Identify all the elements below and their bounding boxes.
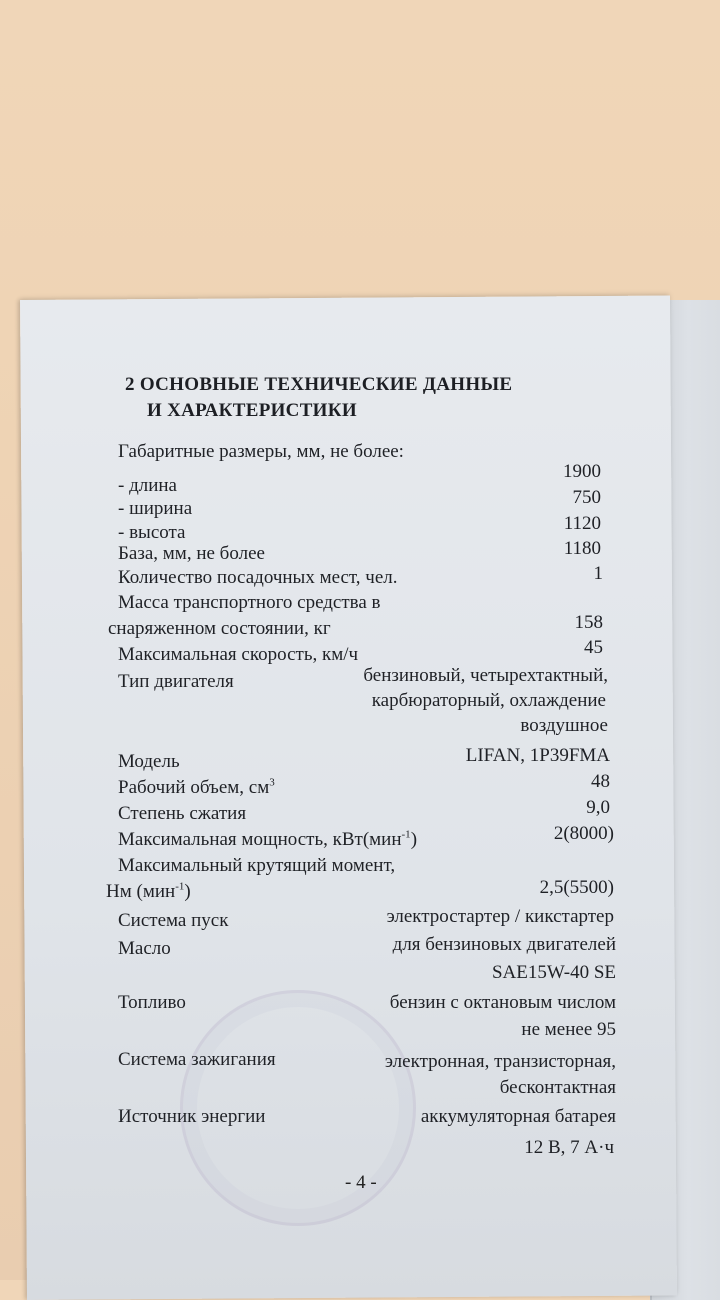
width-label: - ширина — [118, 498, 193, 519]
mass-value: 158 — [574, 612, 603, 633]
dimensions-header: Габаритные размеры, мм, не более: — [118, 441, 404, 462]
power-source-value-line2: 12 В, 7 А·ч — [524, 1137, 614, 1158]
engine-type-line1: бензиновый, четырехтактный, — [363, 665, 608, 686]
height-label: - высота — [118, 522, 186, 543]
mass-label-line2: снаряженном состоянии, кг — [108, 618, 331, 639]
torque-label-text: Нм (мин — [106, 881, 176, 902]
fuel-value-line1: бензин с октановым числом — [389, 992, 616, 1013]
volume-value: 48 — [591, 771, 610, 792]
torque-sup: -1 — [175, 880, 185, 893]
volume-label — [118, 776, 275, 800]
base-value: 1180 — [563, 538, 601, 559]
ignition-value-line2: бесконтактная — [499, 1077, 616, 1098]
power-value: 2(8000) — [553, 823, 614, 844]
compression-label: Степень сжатия — [118, 803, 247, 824]
power-source-label: Источник энергии — [118, 1106, 266, 1127]
power-label-end: ) — [410, 829, 418, 850]
torque-label-line1: Максимальный крутящий момент, — [118, 855, 396, 876]
page-number: - 4 - — [345, 1172, 377, 1193]
fuel-label: Топливо — [118, 992, 186, 1013]
start-label: Система пуск — [118, 910, 229, 931]
volume-label-text: Рабочий объем, см — [118, 777, 270, 798]
ignition-label: Система зажигания — [118, 1049, 276, 1070]
oil-value-line2: SAE15W-40 SE — [491, 962, 616, 983]
base-label: База, мм, не более — [118, 543, 265, 564]
torque-label-end: ) — [184, 881, 191, 902]
speed-value: 45 — [584, 637, 603, 658]
engine-type-label: Тип двигателя — [118, 671, 234, 692]
speed-label: Максимальная скорость, км/ч — [118, 644, 359, 665]
volume-unit-sup: 3 — [269, 776, 275, 789]
model-value: LIFAN, 1P39FMA — [465, 745, 610, 766]
width-value: 750 — [572, 487, 601, 508]
section-title — [125, 372, 512, 424]
mass-label-line1: Масса транспортного средства в — [118, 592, 381, 613]
power-label-text: Максимальная мощность, кВт(мин — [118, 829, 402, 850]
height-value: 1120 — [563, 513, 601, 534]
power-label — [118, 828, 417, 852]
oil-value-line1: для бензиновых двигателей — [392, 934, 616, 955]
torque-label-line2 — [106, 880, 191, 904]
seats-label: Количество посадочных мест, чел. — [118, 567, 398, 588]
engine-type-line3: воздушное — [520, 715, 608, 736]
seats-value: 1 — [593, 563, 603, 584]
length-label: - длина — [118, 475, 177, 496]
section-title-line1: 2 ОСНОВНЫЕ ТЕХНИЧЕСКИЕ ДАННЫЕ — [125, 374, 513, 395]
fuel-value-line2: не менее 95 — [521, 1019, 616, 1040]
length-value: 1900 — [563, 461, 601, 482]
start-value: электростартер / кикстартер — [386, 906, 614, 927]
model-label: Модель — [118, 751, 180, 772]
torque-value: 2,5(5500) — [539, 877, 614, 898]
power-sup: -1 — [401, 828, 411, 841]
compression-value: 9,0 — [586, 797, 610, 818]
engine-type-line2: карбюраторный, охлаждение — [371, 690, 606, 711]
ignition-value-line1: электронная, транзисторная, — [384, 1051, 616, 1072]
power-source-value-line1: аккумуляторная батарея — [420, 1106, 616, 1127]
oil-label: Масло — [118, 938, 171, 959]
section-title-line2: И ХАРАКТЕРИСТИКИ — [147, 400, 357, 421]
